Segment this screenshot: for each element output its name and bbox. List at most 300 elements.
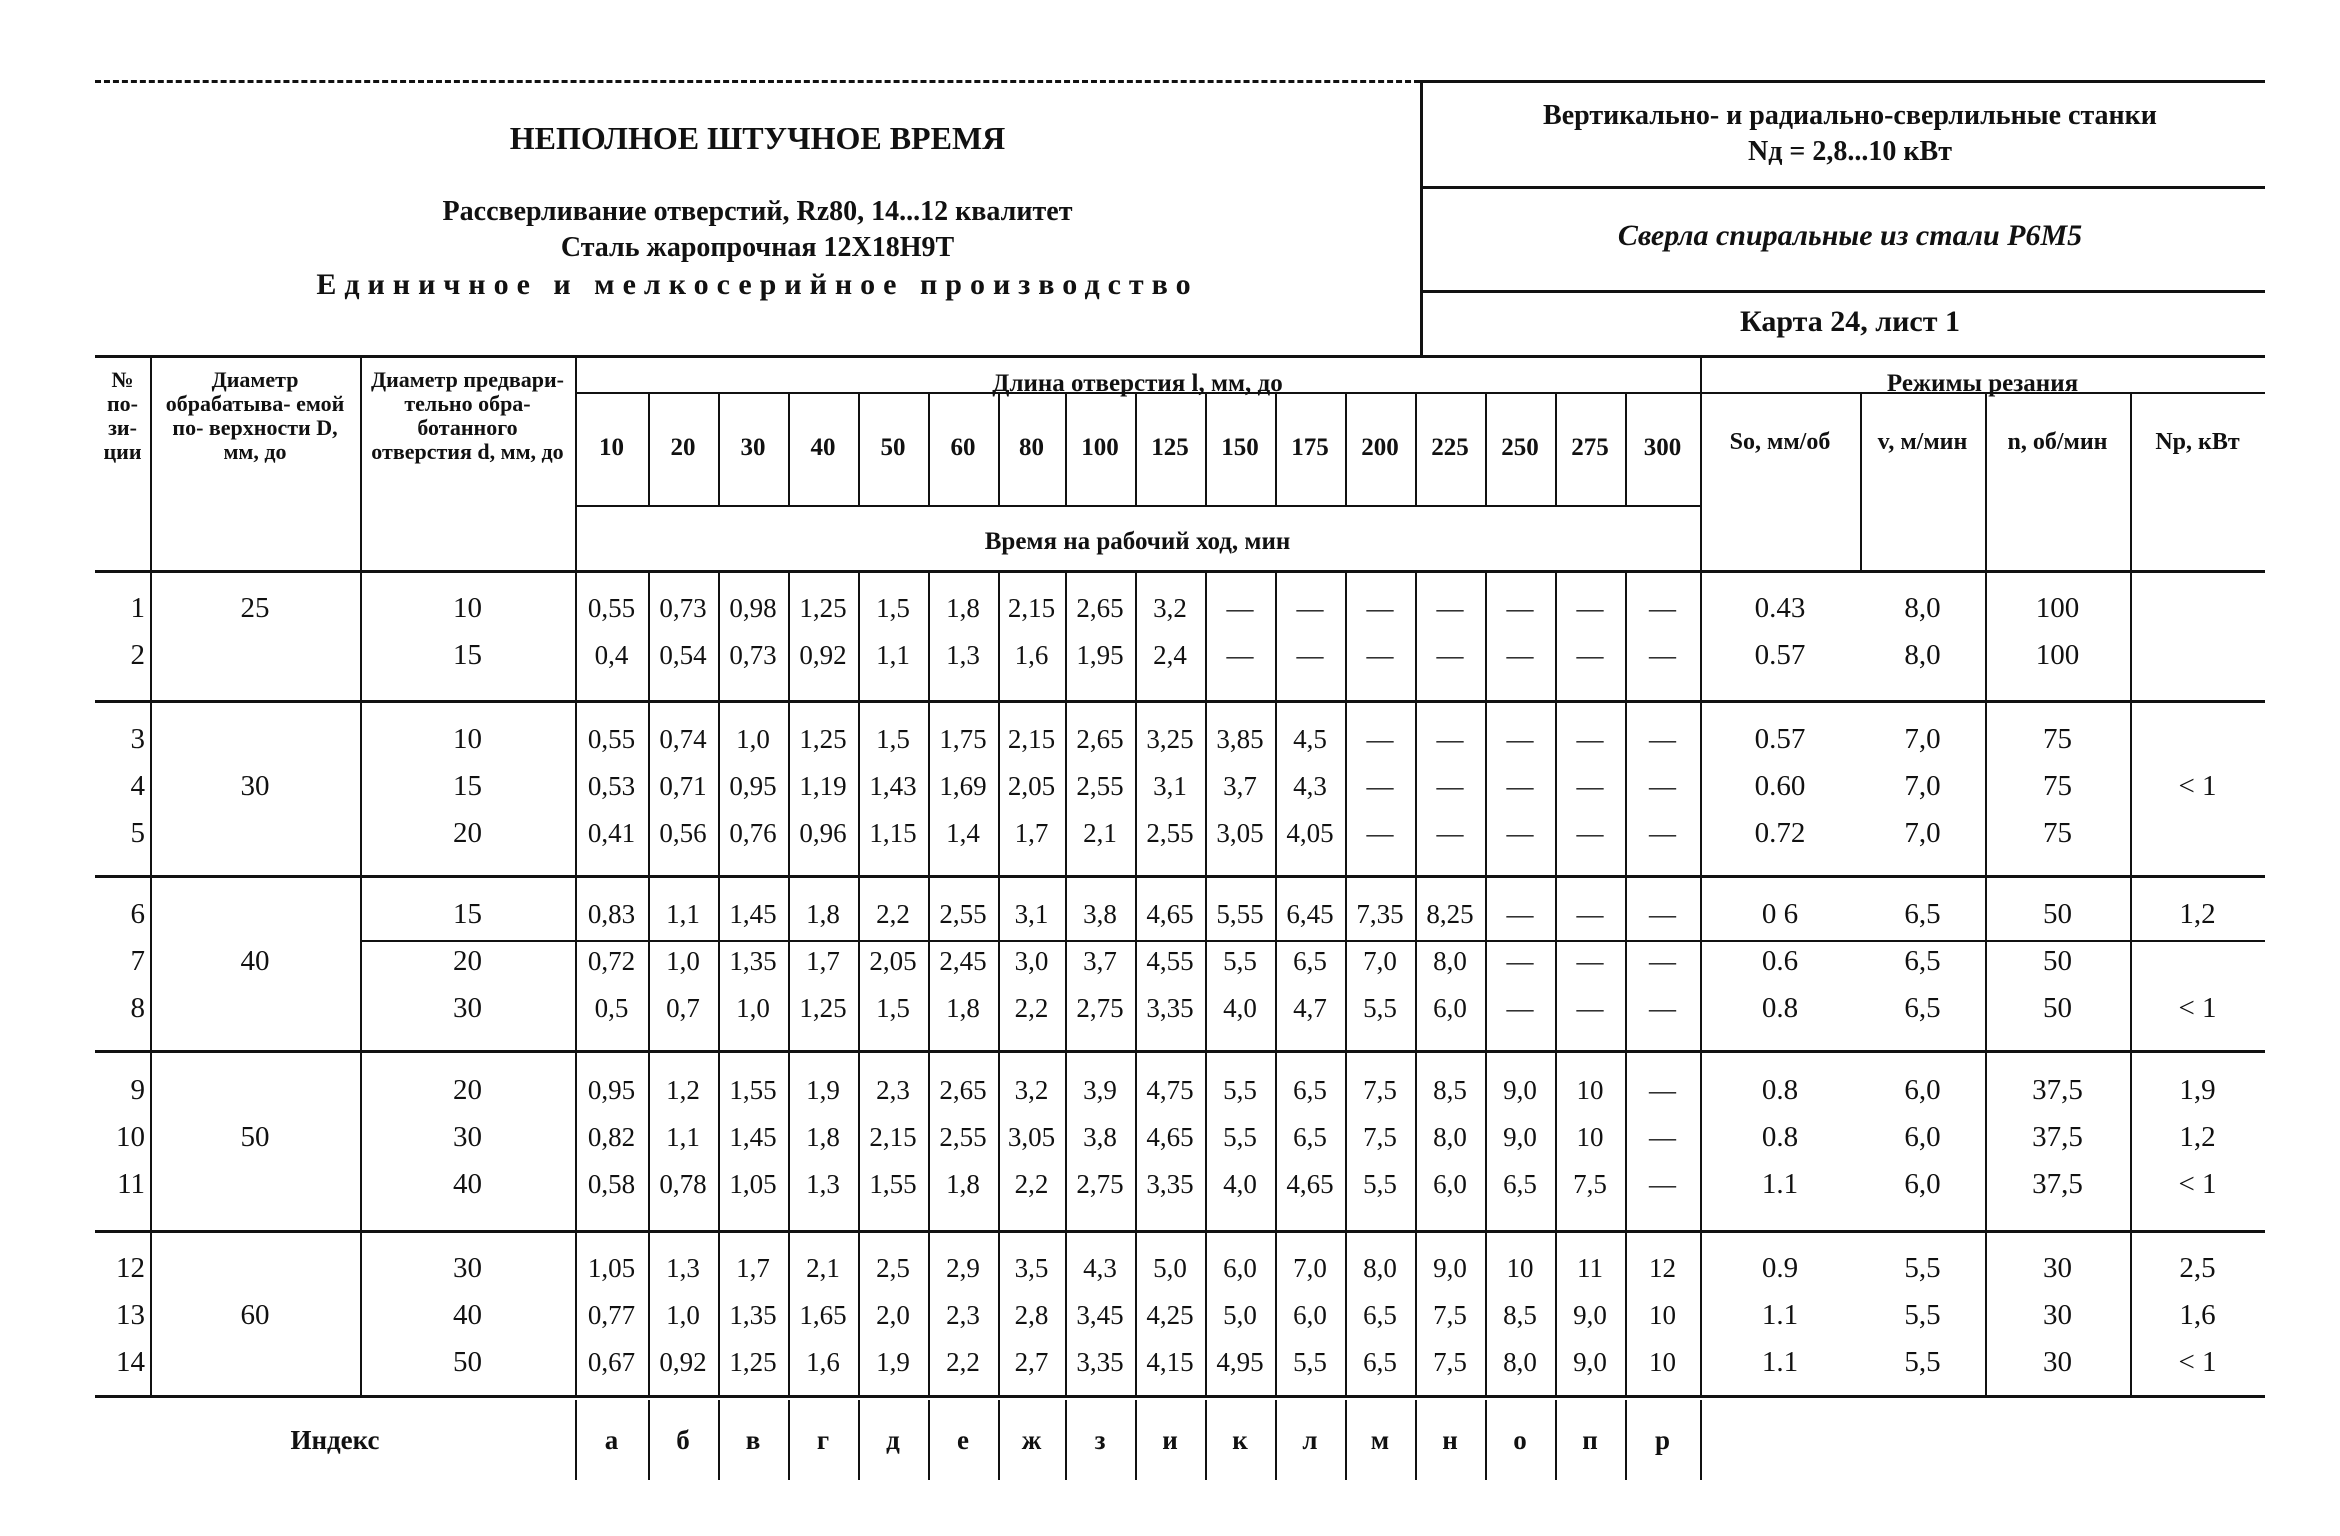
time-cell: 2,65 [1076, 724, 1124, 754]
time-cell: 1,4 [946, 818, 980, 848]
row-power-np: < 1 [2178, 1168, 2217, 1200]
time-cell: 1,1 [666, 899, 700, 929]
row-diameter-D [150, 896, 360, 932]
time-cell: 7,5 [1433, 1347, 1467, 1377]
time-cell: 1,45 [729, 1122, 777, 1152]
time-cell: — [1649, 946, 1676, 976]
row-diameter-D: 30 [240, 770, 270, 802]
row-position: 13 [116, 1299, 145, 1331]
row-diameter-d: 10 [453, 723, 482, 755]
row-power-np: 2,5 [2179, 1252, 2216, 1284]
row-position: 3 [130, 723, 145, 755]
time-cell: 1,15 [869, 818, 917, 848]
time-cell: — [1436, 640, 1464, 670]
row6-separator [360, 940, 2265, 942]
time-cell: 2,55 [939, 899, 987, 929]
time-cell: 2,55 [939, 1122, 987, 1152]
row-feed-so: 0.8 [1761, 1074, 1799, 1106]
length-value-200: 200 [1361, 434, 1399, 461]
time-cell: 4,3 [1293, 771, 1327, 801]
index-letter: л [1302, 1425, 1318, 1455]
index-letter: б [676, 1425, 690, 1455]
length-value-300: 300 [1643, 434, 1682, 461]
time-cell: 6,5 [1363, 1347, 1397, 1377]
time-cell: 3,8 [1083, 899, 1117, 929]
time-cell: 2,65 [1076, 593, 1124, 623]
group-separator [95, 700, 2265, 703]
modes-col-line [1860, 392, 1862, 570]
row-power-np: < 1 [2178, 1346, 2217, 1378]
time-cell: 6,5 [1293, 1122, 1327, 1152]
time-cell: 2,8 [1014, 1300, 1049, 1330]
time-cell: — [1506, 771, 1534, 801]
time-cell: 7,5 [1363, 1075, 1397, 1105]
col-head-modes-title: Режимы резания [1886, 370, 2079, 397]
row-diameter-d: 30 [453, 1252, 482, 1284]
time-cell: — [1576, 818, 1604, 848]
row-power-np: 1,2 [2179, 1121, 2216, 1153]
time-cell: 1,3 [806, 1169, 840, 1199]
time-cell: 4,75 [1146, 1075, 1194, 1105]
time-cell: 4,25 [1146, 1300, 1194, 1330]
time-cell: — [1366, 771, 1394, 801]
time-cell: 2,55 [1076, 771, 1124, 801]
time-cell: 1,1 [666, 1122, 700, 1152]
top-dashed-rule [95, 80, 1420, 83]
row-speed-v: 5,5 [1904, 1346, 1941, 1378]
time-cell: 1,9 [806, 1075, 840, 1105]
time-cell: 6,0 [1433, 993, 1467, 1023]
page-title: НЕПОЛНОЕ ШТУЧНОЕ ВРЕМЯ [509, 120, 1006, 156]
time-cell: 7,0 [1363, 946, 1397, 976]
index-letter: н [1442, 1425, 1458, 1455]
row-diameter-d: 15 [453, 639, 482, 671]
row-feed-so: 0.57 [1754, 639, 1806, 671]
time-cell: 8,0 [1433, 946, 1467, 976]
time-cell: 4,95 [1216, 1347, 1264, 1377]
time-cell: 1,6 [1014, 640, 1049, 670]
time-cell: 2,0 [876, 1300, 910, 1330]
row-feed-so: 0.72 [1754, 817, 1806, 849]
row-diameter-d: 30 [453, 1121, 482, 1153]
row-position: 2 [130, 639, 145, 671]
tool-type: Сверла спиральные из стали Р6М5 [1617, 219, 2083, 252]
time-cell: — [1506, 593, 1534, 623]
row-position: 9 [130, 1074, 145, 1106]
row-feed-so: 1.1 [1761, 1299, 1799, 1331]
row-power-np [2130, 721, 2265, 757]
time-cell: — [1576, 771, 1604, 801]
time-cell: 8,0 [1503, 1347, 1537, 1377]
time-cell: 12 [1649, 1253, 1676, 1283]
time-cell: — [1649, 1122, 1676, 1152]
time-cell: 2,1 [806, 1253, 840, 1283]
time-cell: — [1576, 640, 1604, 670]
time-cell: 3,85 [1216, 724, 1264, 754]
time-cell: 5,5 [1363, 993, 1397, 1023]
time-cell: 5,0 [1153, 1253, 1187, 1283]
tool-rule [1420, 290, 2265, 293]
time-cell: — [1576, 724, 1604, 754]
time-cell: — [1506, 818, 1534, 848]
row-rpm-n: 50 [2043, 945, 2072, 977]
time-cell: 1,5 [876, 593, 910, 623]
time-cell: 1,0 [736, 724, 770, 754]
material-subtitle: Сталь жаропрочная 12Х18Н9Т [560, 232, 955, 263]
time-cell: 3,1 [1153, 771, 1187, 801]
time-cell: 6,5 [1503, 1169, 1537, 1199]
row-position: 7 [130, 945, 145, 977]
col-head-np: Nр, кВт [2155, 429, 2240, 455]
time-cell: 2,15 [869, 1122, 917, 1152]
time-cell: 6,0 [1433, 1169, 1467, 1199]
time-cell: 10 [1649, 1300, 1676, 1330]
time-cell: 4,65 [1146, 1122, 1194, 1152]
row-speed-v: 5,5 [1904, 1252, 1941, 1284]
time-cell: 2,2 [876, 899, 910, 929]
modes-col-line [1985, 392, 1987, 570]
index-label: Индекс [290, 1425, 380, 1455]
length-value-50: 50 [880, 434, 906, 461]
time-cell: 1,55 [729, 1075, 777, 1105]
time-cell: 2,15 [1007, 724, 1056, 754]
time-cell: 1,5 [876, 724, 910, 754]
time-cell: 3,7 [1223, 771, 1257, 801]
time-cell: 2,7 [1014, 1347, 1049, 1377]
row-diameter-d: 20 [453, 1074, 482, 1106]
length-value-30: 30 [740, 434, 766, 461]
row-speed-v: 6,5 [1904, 945, 1941, 977]
row-speed-v: 7,0 [1904, 770, 1941, 802]
top-rule-right [1420, 80, 2265, 83]
time-cell: — [1649, 1075, 1676, 1105]
time-cell: 0,72 [587, 946, 636, 976]
time-cell: 0,76 [729, 818, 777, 848]
time-cell: 0,73 [659, 593, 707, 623]
time-cell: — [1576, 593, 1604, 623]
col-head-v: v, м/мин [1877, 429, 1968, 455]
length-value-150: 150 [1221, 434, 1259, 461]
length-value-125: 125 [1151, 434, 1189, 461]
time-cell: — [1226, 593, 1254, 623]
time-cell: 1,45 [729, 899, 777, 929]
time-cell: 2,45 [939, 946, 987, 976]
time-cell: 8,0 [1433, 1122, 1467, 1152]
time-cell: — [1296, 640, 1324, 670]
time-cell: 9,0 [1573, 1300, 1607, 1330]
card-number: Карта 24, лист 1 [1740, 305, 1960, 338]
row-speed-v: 8,0 [1904, 592, 1941, 624]
col-head-diameter-d: Диаметр предвари- тельно обра- ботанного отверстия d, мм, до [370, 367, 564, 464]
time-cell: — [1649, 993, 1676, 1023]
row-diameter-d: 40 [453, 1299, 482, 1331]
production-subtitle: Единичное и мелкосерийное производство [316, 268, 1199, 301]
length-value-80: 80 [1019, 434, 1044, 461]
time-cell: 10 [1506, 1253, 1534, 1283]
row-rpm-n: 50 [2043, 898, 2072, 930]
time-cell: 10 [1576, 1075, 1604, 1105]
time-cell: 0,58 [587, 1169, 636, 1199]
row-speed-v: 5,5 [1904, 1299, 1941, 1331]
row-feed-so: 0.6 [1761, 945, 1799, 977]
row-speed-v: 6,5 [1904, 898, 1941, 930]
row-power-np [2130, 590, 2265, 626]
time-cell: 5,5 [1293, 1347, 1327, 1377]
time-cell: — [1506, 640, 1534, 670]
time-cell: 0,73 [729, 640, 777, 670]
time-cell: 2,2 [1014, 1169, 1049, 1199]
header-bottom-rule [95, 570, 2265, 573]
time-cell: 1,7 [736, 1253, 770, 1283]
row-diameter-D [150, 1344, 360, 1380]
row-power-np [2130, 943, 2265, 979]
time-cell: 10 [1649, 1347, 1676, 1377]
col-head-position: № по- зи- ции [103, 367, 142, 464]
time-cell: 0,98 [729, 593, 777, 623]
time-cell: 7,5 [1433, 1300, 1467, 1330]
machine-type: Вертикально- и радиально-сверлильные станки [1543, 100, 2157, 131]
row-rpm-n: 37,5 [2032, 1074, 2083, 1106]
row-diameter-d: 15 [453, 898, 482, 930]
length-value-275: 275 [1571, 434, 1609, 461]
index-col-line [1700, 1400, 1702, 1480]
row-diameter-D: 50 [240, 1121, 270, 1153]
index-letter: и [1162, 1425, 1178, 1455]
row-diameter-d: 15 [453, 770, 482, 802]
row-speed-v: 6,5 [1904, 992, 1941, 1024]
time-cell: 2,75 [1076, 993, 1124, 1023]
row-feed-so: 1.1 [1761, 1346, 1799, 1378]
index-letter: в [745, 1425, 761, 1455]
row-position: 8 [130, 992, 145, 1024]
time-cell: 1,19 [799, 771, 847, 801]
time-cell: — [1366, 593, 1394, 623]
time-cell: 1,8 [946, 993, 980, 1023]
time-cell: 6,5 [1363, 1300, 1397, 1330]
row-speed-v: 6,0 [1904, 1121, 1941, 1153]
row-position: 5 [130, 817, 145, 849]
time-cell: 3,35 [1146, 1169, 1194, 1199]
row-position: 4 [130, 770, 145, 802]
time-cell: 2,1 [1083, 818, 1117, 848]
time-cell: 8,5 [1433, 1075, 1467, 1105]
time-cell: 0,92 [799, 640, 847, 670]
index-letter: м [1370, 1425, 1390, 1455]
time-cell: 1,69 [939, 771, 987, 801]
row-diameter-D [150, 990, 360, 1026]
time-cell: 1,3 [946, 640, 980, 670]
time-cell: — [1366, 818, 1394, 848]
row-speed-v: 8,0 [1904, 639, 1941, 671]
row-diameter-d: 20 [453, 817, 482, 849]
time-cell: 1,3 [666, 1253, 700, 1283]
row-diameter-D [150, 637, 360, 673]
time-cell: 1,25 [799, 993, 847, 1023]
time-cell: — [1436, 724, 1464, 754]
time-cell: 4,3 [1083, 1253, 1117, 1283]
time-cell: — [1649, 640, 1676, 670]
index-letter: р [1654, 1425, 1671, 1455]
time-cell: 0,82 [587, 1122, 636, 1152]
machine-rule [1420, 186, 2265, 189]
time-cell: 1,7 [1014, 818, 1049, 848]
time-cell: 1,05 [587, 1253, 636, 1283]
time-cell: 1,8 [946, 1169, 980, 1199]
row-position: 10 [116, 1121, 145, 1153]
row-diameter-d: 20 [453, 945, 482, 977]
time-cell: 1,55 [869, 1169, 917, 1199]
row-diameter-D: 40 [240, 945, 270, 977]
time-cell: 3,35 [1076, 1347, 1124, 1377]
time-cell: — [1436, 771, 1464, 801]
header-col-line [150, 355, 152, 570]
row-rpm-n: 100 [2035, 639, 2080, 671]
row-position: 1 [130, 592, 145, 624]
row-diameter-D [150, 1250, 360, 1286]
row-diameter-d: 40 [453, 1168, 482, 1200]
modes-col-line [2130, 392, 2132, 570]
time-cell: 11 [1577, 1253, 1603, 1283]
time-cell: 0,96 [799, 818, 847, 848]
time-cell: 1,25 [729, 1347, 777, 1377]
time-cell: 3,35 [1146, 993, 1194, 1023]
col-head-n: n, об/мин [2007, 429, 2108, 455]
time-cell: — [1576, 946, 1604, 976]
time-cell: 4,0 [1223, 993, 1257, 1023]
row-speed-v: 7,0 [1904, 817, 1941, 849]
row-diameter-d: 10 [453, 592, 482, 624]
index-letter: п [1582, 1425, 1598, 1455]
time-cell: 1,35 [729, 1300, 777, 1330]
length-value-40: 40 [810, 434, 836, 461]
row-rpm-n: 75 [2043, 723, 2072, 755]
row-power-np: 1,9 [2179, 1074, 2216, 1106]
time-cell: 4,7 [1293, 993, 1327, 1023]
time-cell: 5,5 [1223, 1075, 1257, 1105]
time-cell: — [1296, 593, 1324, 623]
time-cell: 5,5 [1363, 1169, 1397, 1199]
time-cell: 2,3 [876, 1075, 910, 1105]
time-cell: — [1649, 771, 1676, 801]
index-letter: е [957, 1425, 969, 1455]
col-head-length-title: Длина отверстия l, мм, до [992, 370, 1283, 397]
row-rpm-n: 37,5 [2032, 1168, 2083, 1200]
group-separator [95, 1230, 2265, 1233]
row-feed-so: 0 6 [1761, 898, 1799, 930]
time-cell: 1,9 [876, 1347, 910, 1377]
time-cell: 2,15 [1007, 593, 1056, 623]
time-cell: 0,71 [659, 771, 707, 801]
row-feed-so: 0.43 [1754, 592, 1806, 624]
time-cell: 1,0 [666, 946, 700, 976]
index-letter: г [816, 1425, 830, 1455]
time-cell: 0,78 [659, 1169, 707, 1199]
time-cell: 1,25 [799, 724, 847, 754]
time-cell: — [1226, 640, 1254, 670]
row-rpm-n: 37,5 [2032, 1121, 2083, 1153]
time-cell: 3,9 [1083, 1075, 1117, 1105]
time-cell: 1,8 [946, 593, 980, 623]
time-cell: 0,95 [587, 1075, 636, 1105]
time-cell: 1,25 [799, 593, 847, 623]
time-cell: 3,0 [1014, 946, 1049, 976]
time-cell: 3,1 [1014, 899, 1049, 929]
time-cell: 2,05 [1007, 771, 1056, 801]
row-diameter-D: 60 [240, 1299, 270, 1331]
time-cell: 1,5 [876, 993, 910, 1023]
row-rpm-n: 50 [2043, 992, 2072, 1024]
time-cell: 2,9 [946, 1253, 980, 1283]
time-cell: 0,41 [587, 818, 636, 848]
time-cell: 3,5 [1014, 1253, 1049, 1283]
time-cell: 3,05 [1007, 1122, 1056, 1152]
time-cell: 2,4 [1153, 640, 1187, 670]
row-position: 14 [116, 1346, 145, 1378]
row-feed-so: 1.1 [1761, 1168, 1799, 1200]
index-letter: д [886, 1425, 900, 1455]
group-separator [95, 875, 2265, 878]
time-cell: 0,55 [587, 593, 636, 623]
time-cell: 1,1 [876, 640, 910, 670]
col-head-time-title: Время на рабочий ход, мин [984, 528, 1291, 555]
time-cell: — [1576, 899, 1604, 929]
time-cell: 4,05 [1286, 818, 1334, 848]
time-cell: 9,0 [1503, 1122, 1537, 1152]
col-head-diameter-D: Диаметр обрабатыва- емой по- верхности D, мм, до [165, 367, 345, 464]
row-power-np: < 1 [2178, 992, 2217, 1024]
row-feed-so: 0.8 [1761, 992, 1799, 1024]
time-cell: 0,5 [594, 993, 629, 1023]
row-power-np: < 1 [2178, 770, 2217, 802]
time-cell: 2,75 [1076, 1169, 1124, 1199]
time-cell: 1,8 [806, 899, 840, 929]
time-cell: 6,5 [1293, 1075, 1327, 1105]
time-cell: — [1649, 593, 1676, 623]
time-cell: 1,2 [666, 1075, 700, 1105]
row-power-np: 1,2 [2179, 898, 2216, 930]
operation-subtitle: Рассверливание отверстий, Rz80, 14...12 квалитет [442, 196, 1073, 227]
time-cell: 3,45 [1076, 1300, 1124, 1330]
header-col-line [360, 355, 362, 570]
time-cell: 0,77 [587, 1300, 636, 1330]
time-cell: 9,0 [1503, 1075, 1537, 1105]
time-cell: 2,5 [876, 1253, 910, 1283]
length-value-20: 20 [670, 434, 696, 461]
row-feed-so: 0.60 [1754, 770, 1806, 802]
time-cell: 5,55 [1216, 899, 1264, 929]
time-cell: 1,8 [806, 1122, 840, 1152]
time-cell: 3,2 [1153, 593, 1187, 623]
time-cell: — [1366, 640, 1394, 670]
row-feed-so: 0.57 [1754, 723, 1806, 755]
time-cell: 5,0 [1223, 1300, 1257, 1330]
row-diameter-D [150, 1166, 360, 1202]
group-separator [95, 1050, 2265, 1053]
time-cell: — [1576, 993, 1604, 1023]
time-cell: 1,0 [736, 993, 770, 1023]
time-cell: 0,83 [587, 899, 636, 929]
time-cell: 7,5 [1573, 1169, 1607, 1199]
time-cell: 3,8 [1083, 1122, 1117, 1152]
table-bottom-rule [95, 1395, 2265, 1398]
row-diameter-D [150, 815, 360, 851]
time-cell: 0,67 [587, 1347, 636, 1377]
index-letter: а [604, 1425, 619, 1455]
row-rpm-n: 100 [2035, 592, 2080, 624]
row-rpm-n: 30 [2043, 1346, 2072, 1378]
row-diameter-D: 25 [240, 592, 270, 624]
time-cell: 8,25 [1426, 899, 1474, 929]
